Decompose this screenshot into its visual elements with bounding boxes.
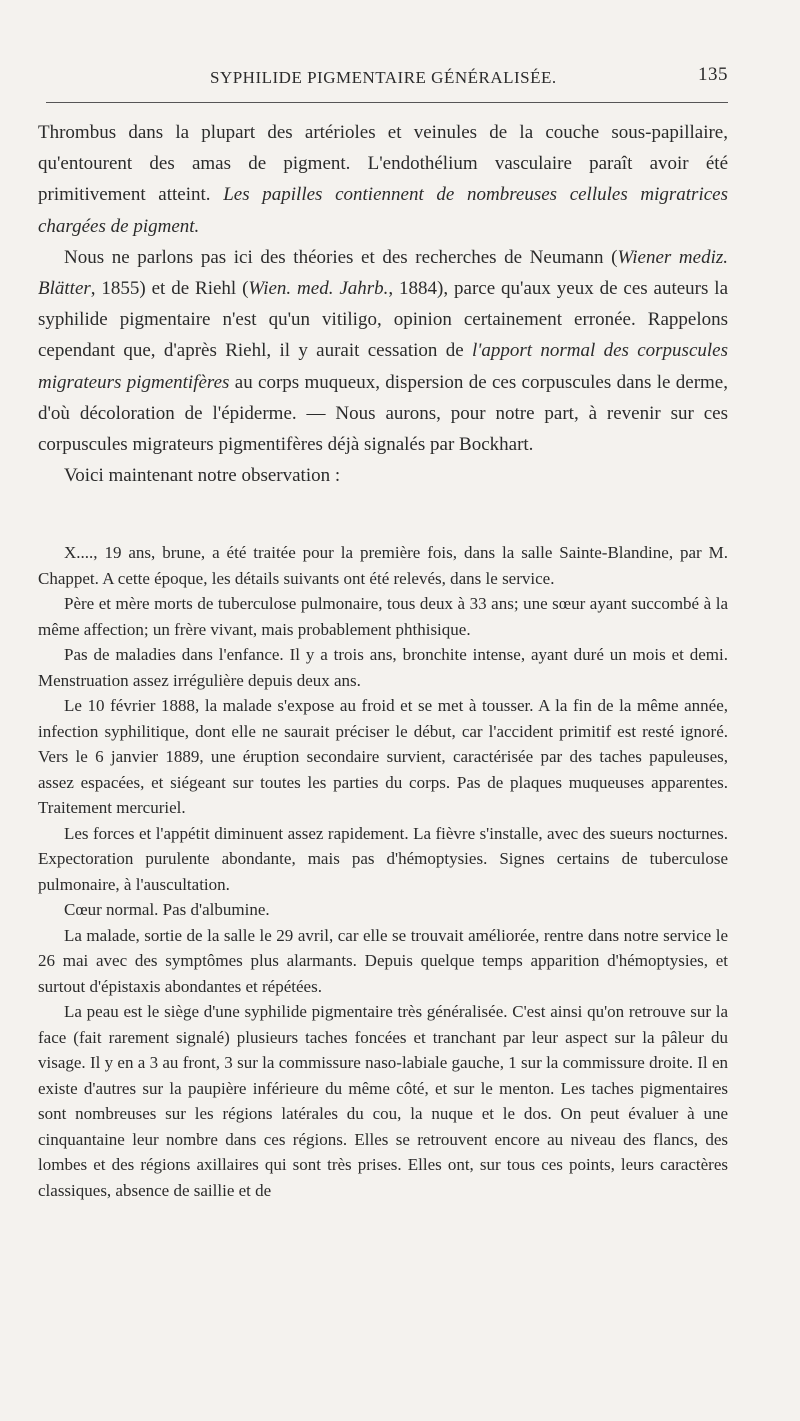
running-header [38, 62, 728, 94]
paragraph: Thrombus dans la plupart des artérioles et veinules de la couche sous-papillaire, qu'entourent des amas de pigment. L'endothélium vasculaire paraît avoir été primitivement atteint. Les papilles contiennent de nombreuses cellules migratrices chargées de pigment. [38, 122, 728, 237]
paragraph: La malade, sortie de la salle le 29 avril, car elle se trouvait améliorée, rentre dans notre service le 26 mai avec des symptômes plus alarmants. Depuis quelque temps apparition d'hémoptysies, et surtout d'épistaxis abondantes et répétées. [38, 925, 728, 996]
paragraph: Les forces et l'appétit diminuent assez rapidement. La fièvre s'installe, avec des sueurs nocturnes. Expectoration purulente abondante, mais pas d'hémoptysies. Signes certains de tuberculose pulmonaire, à l'auscultation. [38, 823, 728, 894]
commentary-section [38, 117, 728, 491]
paragraph: Nous ne parlons pas ici des théories et des recherches de Neumann (Wiener mediz. Blätter, 1855) et de Riehl (Wien. med. Jahrb., 1884), parce qu'aux yeux de ces auteurs la syphilide pigmentaire n'est qu'un vitiligo, opinion certainement erronée. Rappelons cependant que, d'après Riehl, il y aurait cessation de l'apport normal des corpuscules migrateurs pigmentifères au corps muqueux, dispersion de ces corpuscules dans le derme, d'où décoloration de l'épiderme. — Nous aurons, pour notre part, à revenir sur ces corpuscules migrateurs pigmentifères déjà signalés par Bockhart. [38, 246, 729, 456]
paragraph: La peau est le siège d'une syphilide pigmentaire très généralisée. C'est ainsi qu'on retrouve sur la face (fait rarement signalé) plusieurs taches foncées et tranchant par leur aspect sur la pâleur du visage. Il y en a 3 au front, 3 sur la commissure naso-labiale gauche, 1 sur la commissure droite. Il en existe d'autres sur la paupière inférieure du même côté, et sur le menton. Les taches pigmentaires sont nombreuses sur les régions latérales du cou, la nuque et le dos. On peut évaluer à une cinquantaine leur nombre dans ces régions. Elles se retrouvent encore au niveau des flancs, des lombes et des régions axillaires qui sont très prises. Elles ont, sur tous ces points, leurs caractères classiques, absence de saillie et de [38, 1002, 728, 1200]
header-rule [46, 102, 728, 103]
page-number: 135 [698, 64, 728, 85]
paragraph: Cœur normal. Pas d'albumine. [64, 900, 270, 919]
paragraph: Le 10 février 1888, la malade s'expose au froid et se met à tousser. A la fin de la même année, infection syphilitique, dont elle ne saurait préciser le début, car l'accident primitif est resté ignoré. Vers le 6 janvier 1889, une éruption secondaire survient, caractérisée par des taches papuleuses, assez espacées, et siégeant sur toutes les parties du corps. Pas de plaques muqueuses apparentes. Traitement mercuriel. [38, 696, 728, 817]
paragraph: Père et mère morts de tuberculose pulmonaire, tous deux à 33 ans; une sœur ayant succombé à la même affection; un frère vivant, mais probablement phthisique. [38, 594, 728, 639]
paragraph: X...., 19 ans, brune, a été traitée pour la première fois, dans la salle Sainte-Blandine, par M. Chappet. A cette époque, les détails suivants ont été relevés, dans le service. [38, 543, 728, 588]
paragraph: Pas de maladies dans l'enfance. Il y a trois ans, bronchite intense, ayant duré un mois et demi. Menstruation assez irrégulière depuis deux ans. [38, 645, 728, 690]
observation-section [38, 540, 728, 1203]
running-title: SYPHILIDE PIGMENTAIRE GÉNÉRALISÉE. [210, 68, 557, 87]
book-page [38, 62, 729, 1200]
paragraph: Voici maintenant notre observation : [64, 465, 341, 487]
